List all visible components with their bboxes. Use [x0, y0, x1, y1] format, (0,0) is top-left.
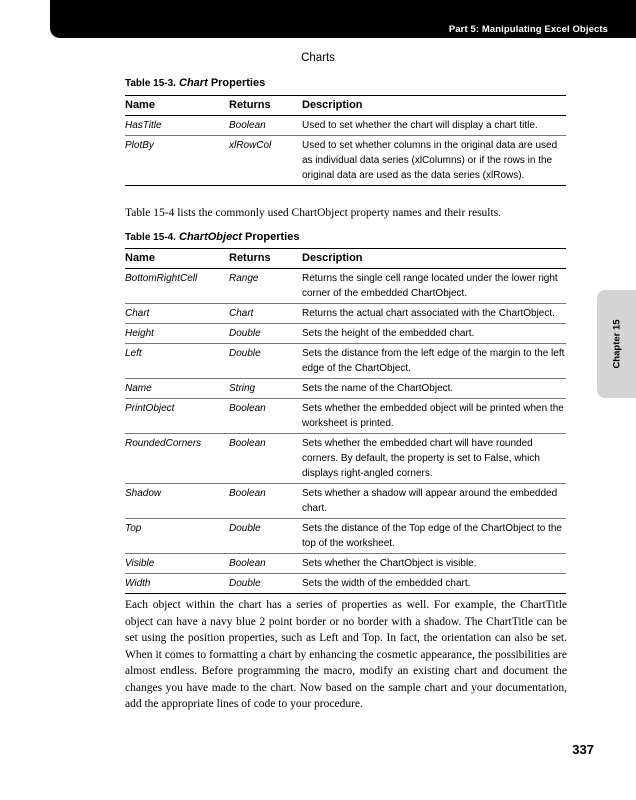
table-row: [125, 344, 566, 379]
cell-description: Sets the height of the embedded chart.: [302, 324, 566, 344]
cell-returns: Double: [229, 519, 302, 554]
running-head: Charts: [301, 52, 335, 64]
cell-description: Returns the actual chart associated with the ChartObject.: [302, 304, 566, 324]
cell-returns: Double: [229, 574, 302, 594]
table-header-row: [125, 96, 566, 116]
cell-returns: Boolean: [229, 116, 302, 136]
cell-name: Width: [125, 574, 229, 594]
cell-name: HasTitle: [125, 116, 229, 136]
cell-description: Sets whether the embedded chart will have rounded corners. By default, the property is set to False, which displays right-angled corners.: [302, 434, 566, 484]
header-returns: Returns: [229, 249, 302, 269]
cell-name: Chart: [125, 304, 229, 324]
table-row: [125, 116, 566, 136]
cell-description: Sets whether a shadow will appear around the embedded chart.: [302, 484, 566, 519]
cell-description: Returns the single cell range located under the lower right corner of the embedded ChartObject.: [302, 269, 566, 304]
cell-name: Top: [125, 519, 229, 554]
page-number: 337: [572, 742, 594, 757]
cell-returns: Boolean: [229, 554, 302, 574]
header-description: Description: [302, 96, 566, 116]
page-header-bar: [50, 0, 636, 38]
cell-name: RoundedCorners: [125, 434, 229, 484]
table-row: [125, 399, 566, 434]
cell-returns: Chart: [229, 304, 302, 324]
header-name: Name: [125, 96, 229, 116]
cell-name: BottomRightCell: [125, 269, 229, 304]
cell-returns: Range: [229, 269, 302, 304]
table-row: [125, 269, 566, 304]
table-15-4-caption: [125, 231, 299, 243]
table-row: [125, 379, 566, 399]
cell-description: Used to set whether the chart will display a chart title.: [302, 116, 566, 136]
cell-name: PrintObject: [125, 399, 229, 434]
cell-returns: Boolean: [229, 484, 302, 519]
chapter-thumb-tab: [597, 290, 636, 398]
table-row: [125, 484, 566, 519]
cell-returns: String: [229, 379, 302, 399]
caption-suffix: Properties: [245, 231, 300, 243]
table-row: [125, 574, 566, 594]
cell-name: Name: [125, 379, 229, 399]
cell-description: Sets the distance from the left edge of the margin to the left edge of the ChartObject.: [302, 344, 566, 379]
cell-name: Left: [125, 344, 229, 379]
cell-name: Shadow: [125, 484, 229, 519]
cell-description: Used to set whether columns in the original data are used as individual data series (xlColumns) or if the rows in the original data are used as the data series (xlRows).: [302, 136, 566, 186]
table-header-row: [125, 249, 566, 269]
cell-returns: Double: [229, 324, 302, 344]
chart-properties-table: [125, 95, 566, 186]
table-15-3-caption: [125, 77, 265, 89]
cell-description: Sets whether the embedded object will be printed when the worksheet is printed.: [302, 399, 566, 434]
body-paragraph: Each object within the chart has a series of properties as well. For example, the ChartTitle object can have a navy blue 2 point border or no border with a shadow. The ChartTitle can be set using the position properties, such as Left and Top. In fact, the orientation can also be set. When it comes to formatting a chart by enhancing the cosmetic appearance, the possibilities are almost endless. Before programming the macro, modify an existing chart and document the changes you have made to the chart. Now based on the sample chart and your documentation, add the appropriate lines of code to your procedure.: [125, 599, 567, 710]
caption-suffix: Properties: [210, 77, 266, 89]
cell-returns: Boolean: [229, 399, 302, 434]
cell-description: Sets whether the ChartObject is visible.: [302, 554, 566, 574]
caption-label: Table 15-3.: [125, 78, 176, 89]
caption-label: Table 15-4.: [125, 232, 176, 243]
chartobject-properties-table: [125, 248, 566, 594]
caption-object-name: Chart: [179, 77, 208, 89]
table-row: [125, 519, 566, 554]
table-row: [125, 304, 566, 324]
cell-returns: Boolean: [229, 434, 302, 484]
chapter-tab-label: Chapter 15: [611, 319, 622, 369]
table-row: [125, 324, 566, 344]
part-title: Part 5: Manipulating Excel Objects: [448, 24, 608, 35]
cell-description: Sets the distance of the Top edge of the ChartObject to the top of the worksheet.: [302, 519, 566, 554]
header-name: Name: [125, 249, 229, 269]
table-row: [125, 136, 566, 186]
cell-returns: xlRowCol: [229, 136, 302, 186]
cell-returns: Double: [229, 344, 302, 379]
cell-description: Sets the name of the ChartObject.: [302, 379, 566, 399]
table-row: [125, 434, 566, 484]
caption-object-name: ChartObject: [179, 231, 242, 243]
header-description: Description: [302, 249, 566, 269]
cell-name: Height: [125, 324, 229, 344]
intro-paragraph: Table 15-4 lists the commonly used ChartObject property names and their results.: [125, 207, 502, 219]
header-returns: Returns: [229, 96, 302, 116]
table-row: [125, 554, 566, 574]
cell-description: Sets the width of the embedded chart.: [302, 574, 566, 594]
cell-name: Visible: [125, 554, 229, 574]
cell-name: PlotBy: [125, 136, 229, 186]
